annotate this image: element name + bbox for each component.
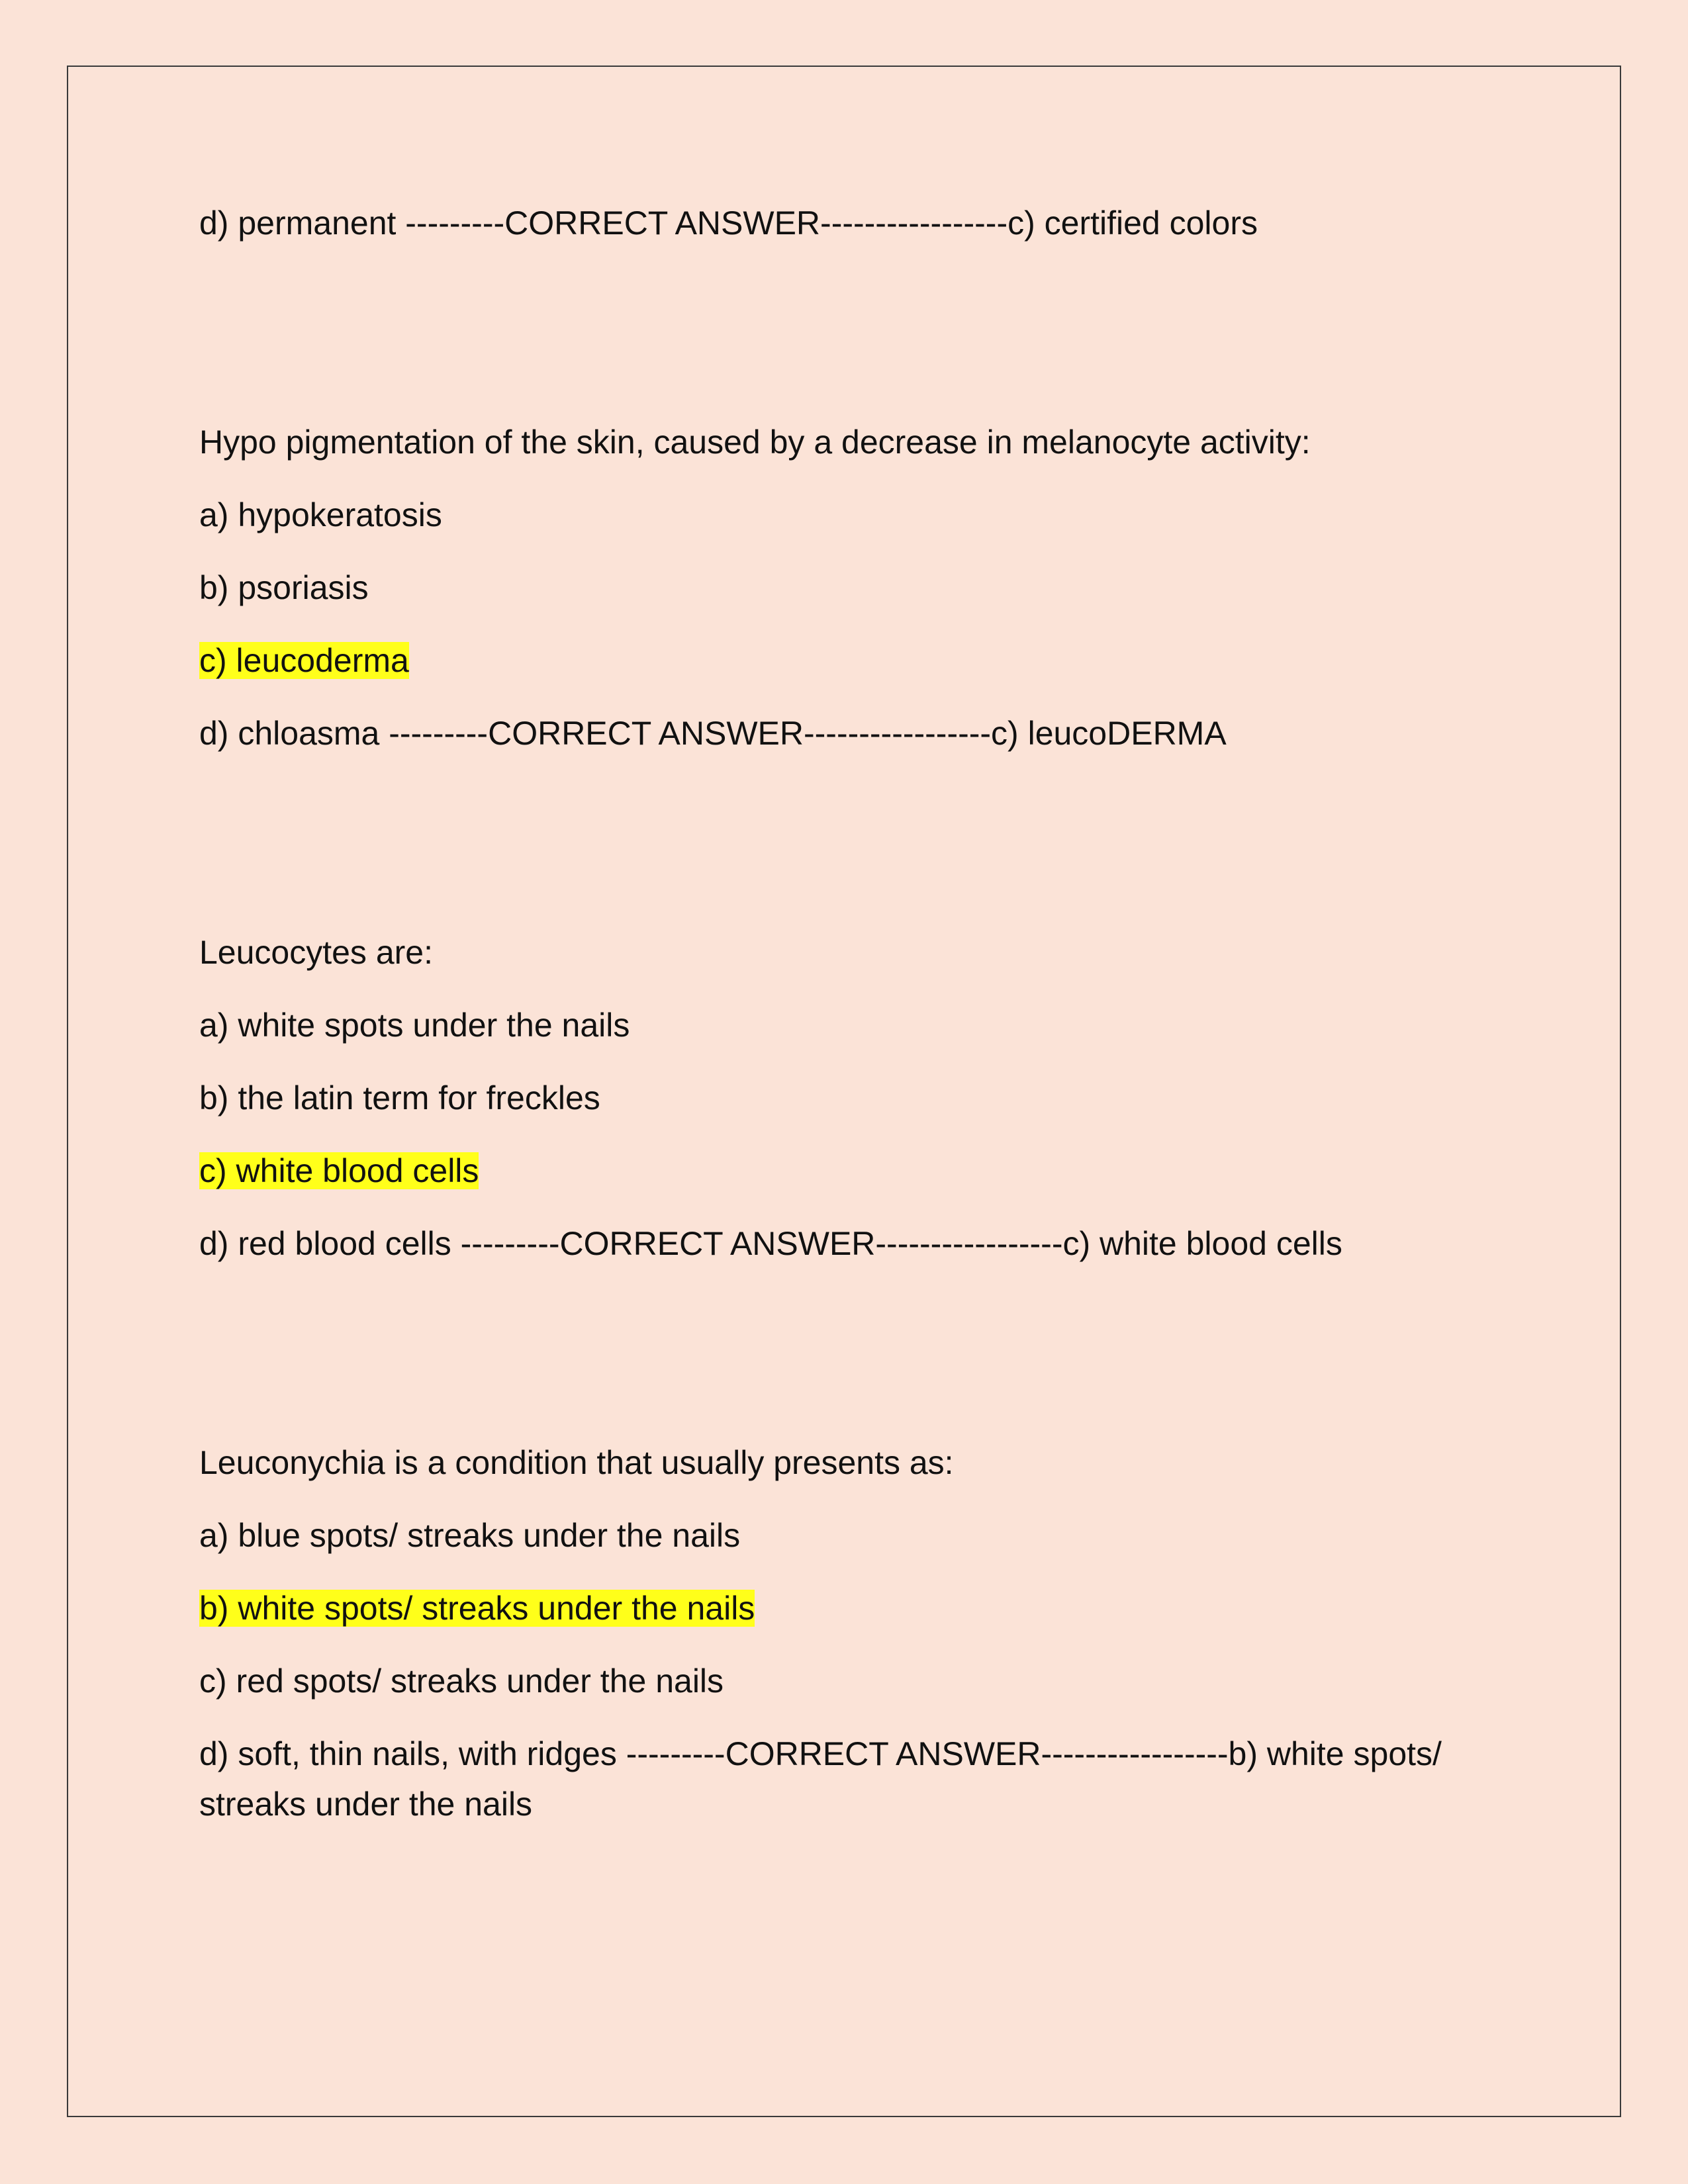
question-3-option-a: a) blue spots/ streaks under the nails [199,1517,741,1554]
question-2-option-b: b) the latin term for freckles [199,1079,600,1116]
highlighted-answer: c) leucoderma [199,642,409,679]
question-2-prompt: Leucocytes are: [199,934,433,971]
question-3-option-d-with-answer: d) soft, thin nails, with ridges ---------CORRECT ANSWER-----------------b) white spots/ streaks under the nails [199,1735,1442,1823]
question-3-option-c: c) red spots/ streaks under the nails [199,1662,724,1700]
question-3-prompt: Leuconychia is a condition that usually presents as: [199,1444,954,1481]
question-1-option-a: a) hypokeratosis [199,496,442,533]
question-1-option-b: b) psoriasis [199,569,369,606]
question-1-option-c-highlighted [199,641,409,680]
question-2-option-d-with-answer: d) red blood cells ---------CORRECT ANSWER-----------------c) white blood cells [199,1225,1342,1262]
question-2-option-a: a) white spots under the nails [199,1007,630,1044]
highlighted-answer: b) white spots/ streaks under the nails [199,1590,755,1627]
continuation-answer-line: d) permanent ---------CORRECT ANSWER-----------------c) certified colors [199,205,1258,242]
question-3-option-b-highlighted [199,1588,755,1628]
question-2-option-c-highlighted [199,1151,479,1191]
question-1-prompt: Hypo pigmentation of the skin, caused by a decrease in melanocyte activity: [199,424,1311,461]
question-1-option-d-with-answer: d) chloasma ---------CORRECT ANSWER-----------------c) leucoDERMA [199,715,1227,752]
highlighted-answer: c) white blood cells [199,1152,479,1189]
